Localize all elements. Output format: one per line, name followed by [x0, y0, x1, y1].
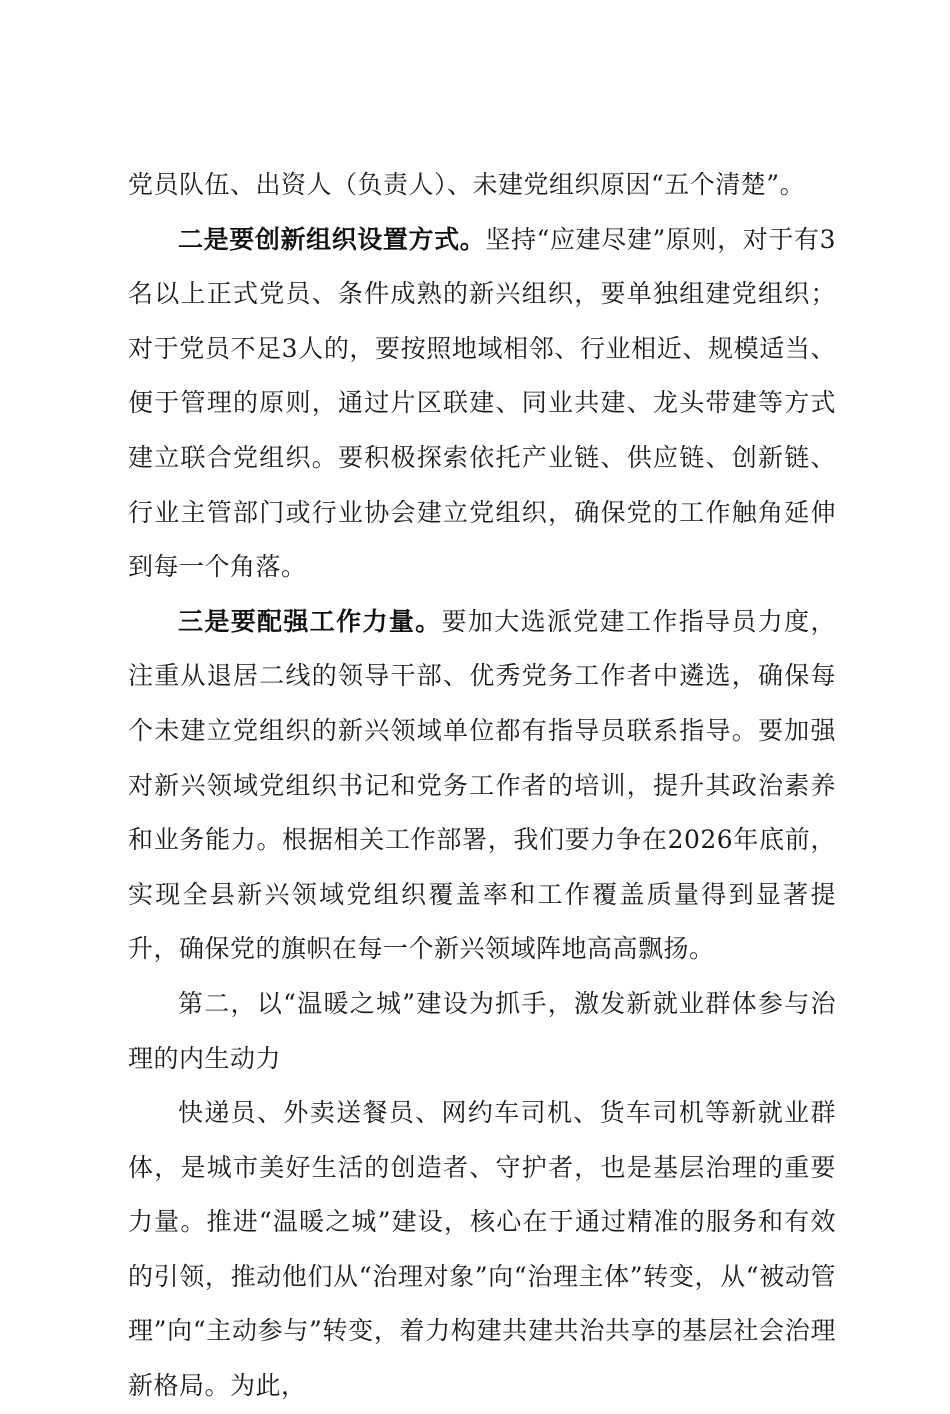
- paragraph-text: 要加大选派党建工作指导员力度，注重从退居二线的领导干部、优秀党务工作者中遴选，确保每个未建立党组织的新兴领域单位都有指导员联系指导。要加强对新兴领域党组织书记和党务工作者的培训，提升其政治素养和业务能力。根据相关工作部署，我们要力争在2026年底前，实现全县新兴领域党组织覆盖率和工作覆盖质量得到显著提升，确保党的旗帜在每一个新兴领域阵地高高飘扬。: [128, 606, 836, 964]
- document-page: [128, 158, 836, 1414]
- paragraph-point-three: [128, 595, 836, 977]
- paragraph-bold-lead: 三是要配强工作力量。: [178, 606, 442, 636]
- section-heading-text: 第二，以“温暖之城”建设为抓手，激发新就业群体参与治理的内生动力: [128, 988, 836, 1073]
- paragraph-text: 快递员、外卖送餐员、网约车司机、货车司机等新就业群体，是城市美好生活的创造者、守护者，也是基层治理的重要力量。推进“温暖之城”建设，核心在于通过精准的服务和有效的引领，推动他们从“治理对象”向“治理主体”转变，从“被动管理”向“主动参与”转变，着力构建共建共治共享的基层社会治理新格局。为此，: [128, 1098, 836, 1401]
- section-heading: [128, 977, 836, 1086]
- paragraph-continuation: [128, 158, 836, 213]
- paragraph-body: [128, 1086, 836, 1414]
- paragraph-text: 坚持“应建尽建”原则，对于有3名以上正式党员、条件成熟的新兴组织，要单独组建党组织；对于党员不足3人的，要按照地域相邻、行业相近、规模适当、便于管理的原则，通过片区联建、同业共建、龙头带建等方式建立联合党组织。要积极探索依托产业链、供应链、创新链、行业主管部门或行业协会建立党组织，确保党的工作触角延伸到每一个角落。: [128, 224, 836, 582]
- paragraph-bold-lead: 二是要创新组织设置方式。: [178, 224, 486, 254]
- paragraph-text: 党员队伍、出资人（负责人）、未建党组织原因“五个清楚”。: [128, 170, 806, 199]
- paragraph-point-two: [128, 213, 836, 595]
